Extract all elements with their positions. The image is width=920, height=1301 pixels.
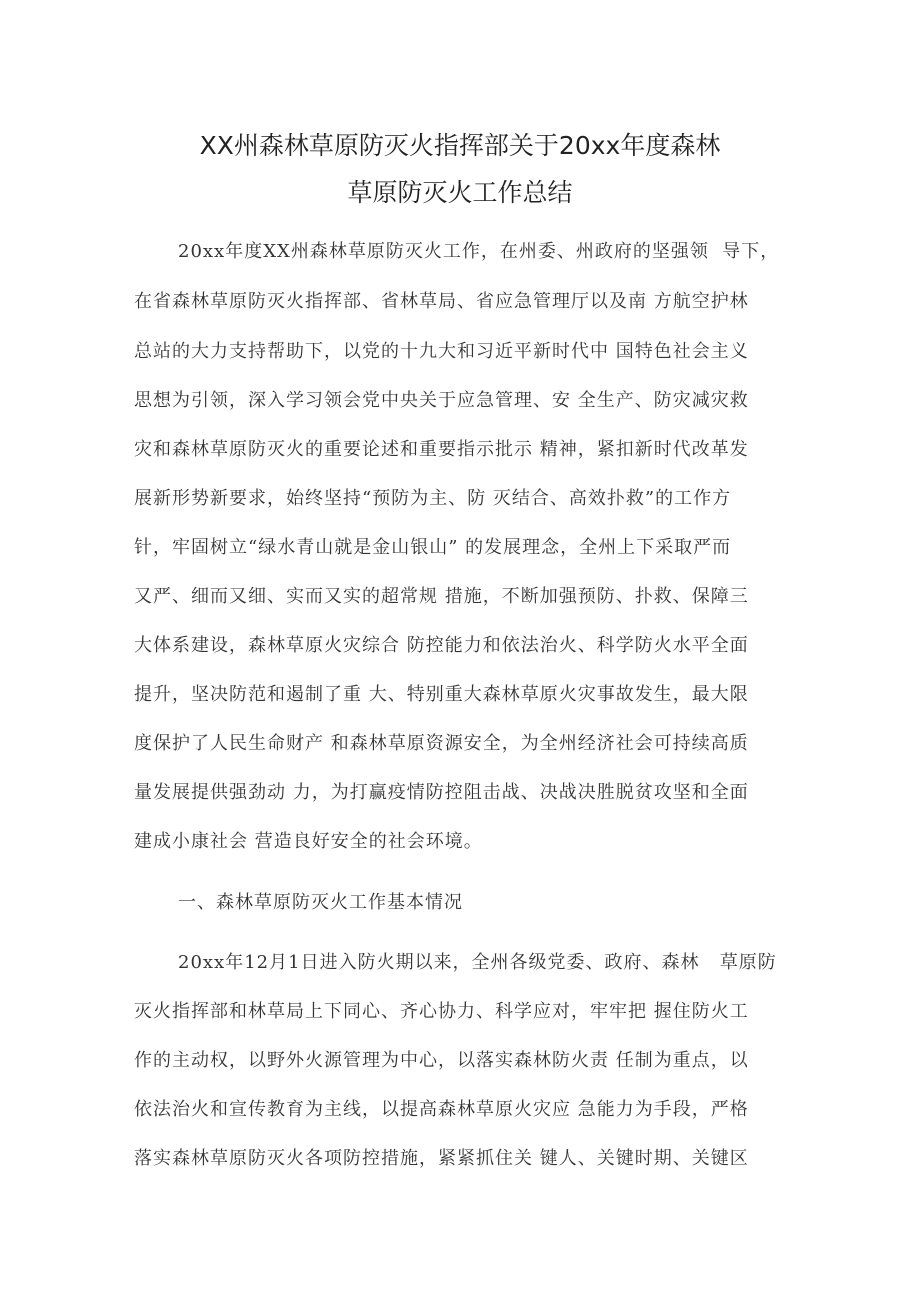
paragraph-1-line: 思想为引领，深入学习领会党中央关于应急管理、安 全生产、防灾减灾救 (134, 390, 749, 411)
paragraph-1-line: 度保护了人民生命财产 和森林草原资源安全，为全州经济社会可持续高质 (134, 733, 749, 754)
paragraph-2-line: 20xx年12月1日进入防火期以来，全州各级党委、政府、森林 草原防 (178, 952, 777, 973)
paragraph-2-line: 灭火指挥部和林草局上下同心、齐心协力、科学应对，牢牢把 握住防火工 (134, 1001, 749, 1022)
paragraph-2-line: 依法治火和宣传教育为主线，以提高森林草原火灾应 急能力为手段，严格 (134, 1099, 749, 1120)
paragraph-1-line: 20xx年度XX州森林草原防灭火工作，在州委、州政府的坚强领 导下， (178, 241, 780, 262)
paragraph-1-line: 大体系建设，森林草原火灾综合 防控能力和依法治火、科学防火水平全面 (134, 635, 749, 656)
document-title-line-2: 草原防灭火工作总结 (347, 178, 573, 207)
document-title-line-1: XX州森林草原防灭火指挥部关于20xx年度森林 (199, 131, 721, 160)
paragraph-2-line: 落实森林草原防灭火各项防控措施，紧紧抓住关 键人、关键时期、关键区 (134, 1148, 749, 1169)
paragraph-1-line: 针，牢固树立“绿水青山就是金山银山” 的发展理念，全州上下采取严而 (134, 537, 732, 558)
paragraph-1-line: 建成小康社会 营造良好安全的社会环境。 (134, 831, 483, 852)
paragraph-1-line: 提升，坚决防范和遏制了重 大、特别重大森林草原火灾事故发生，最大限 (134, 684, 749, 705)
paragraph-1-line: 在省森林草原防灭火指挥部、省林草局、省应急管理厅以及南 方航空护林 (134, 291, 749, 312)
paragraph-1-line: 展新形势新要求，始终坚持“预防为主、防 灭结合、高效扑救”的工作方 (134, 488, 732, 509)
paragraph-1-line: 灾和森林草原防灭火的重要论述和重要指示批示 精神，紧扣新时代改革发 (134, 439, 749, 460)
section-heading: 一、森林草原防灭火工作基本情况 (178, 892, 463, 913)
paragraph-2-line: 作的主动权，以野外火源管理为中心，以落实森林防火责 任制为重点，以 (134, 1050, 749, 1071)
paragraph-1-line: 又严、细而又细、实而又实的超常规 措施，不断加强预防、扑救、保障三 (134, 586, 749, 607)
paragraph-1-line: 量发展提供强劲动 力，为打赢疫情防控阻击战、决战决胜脱贫攻坚和全面 (134, 782, 749, 803)
paragraph-1-line: 总站的大力支持帮助下，以党的十九大和习近平新时代中 国特色社会主义 (134, 341, 749, 362)
